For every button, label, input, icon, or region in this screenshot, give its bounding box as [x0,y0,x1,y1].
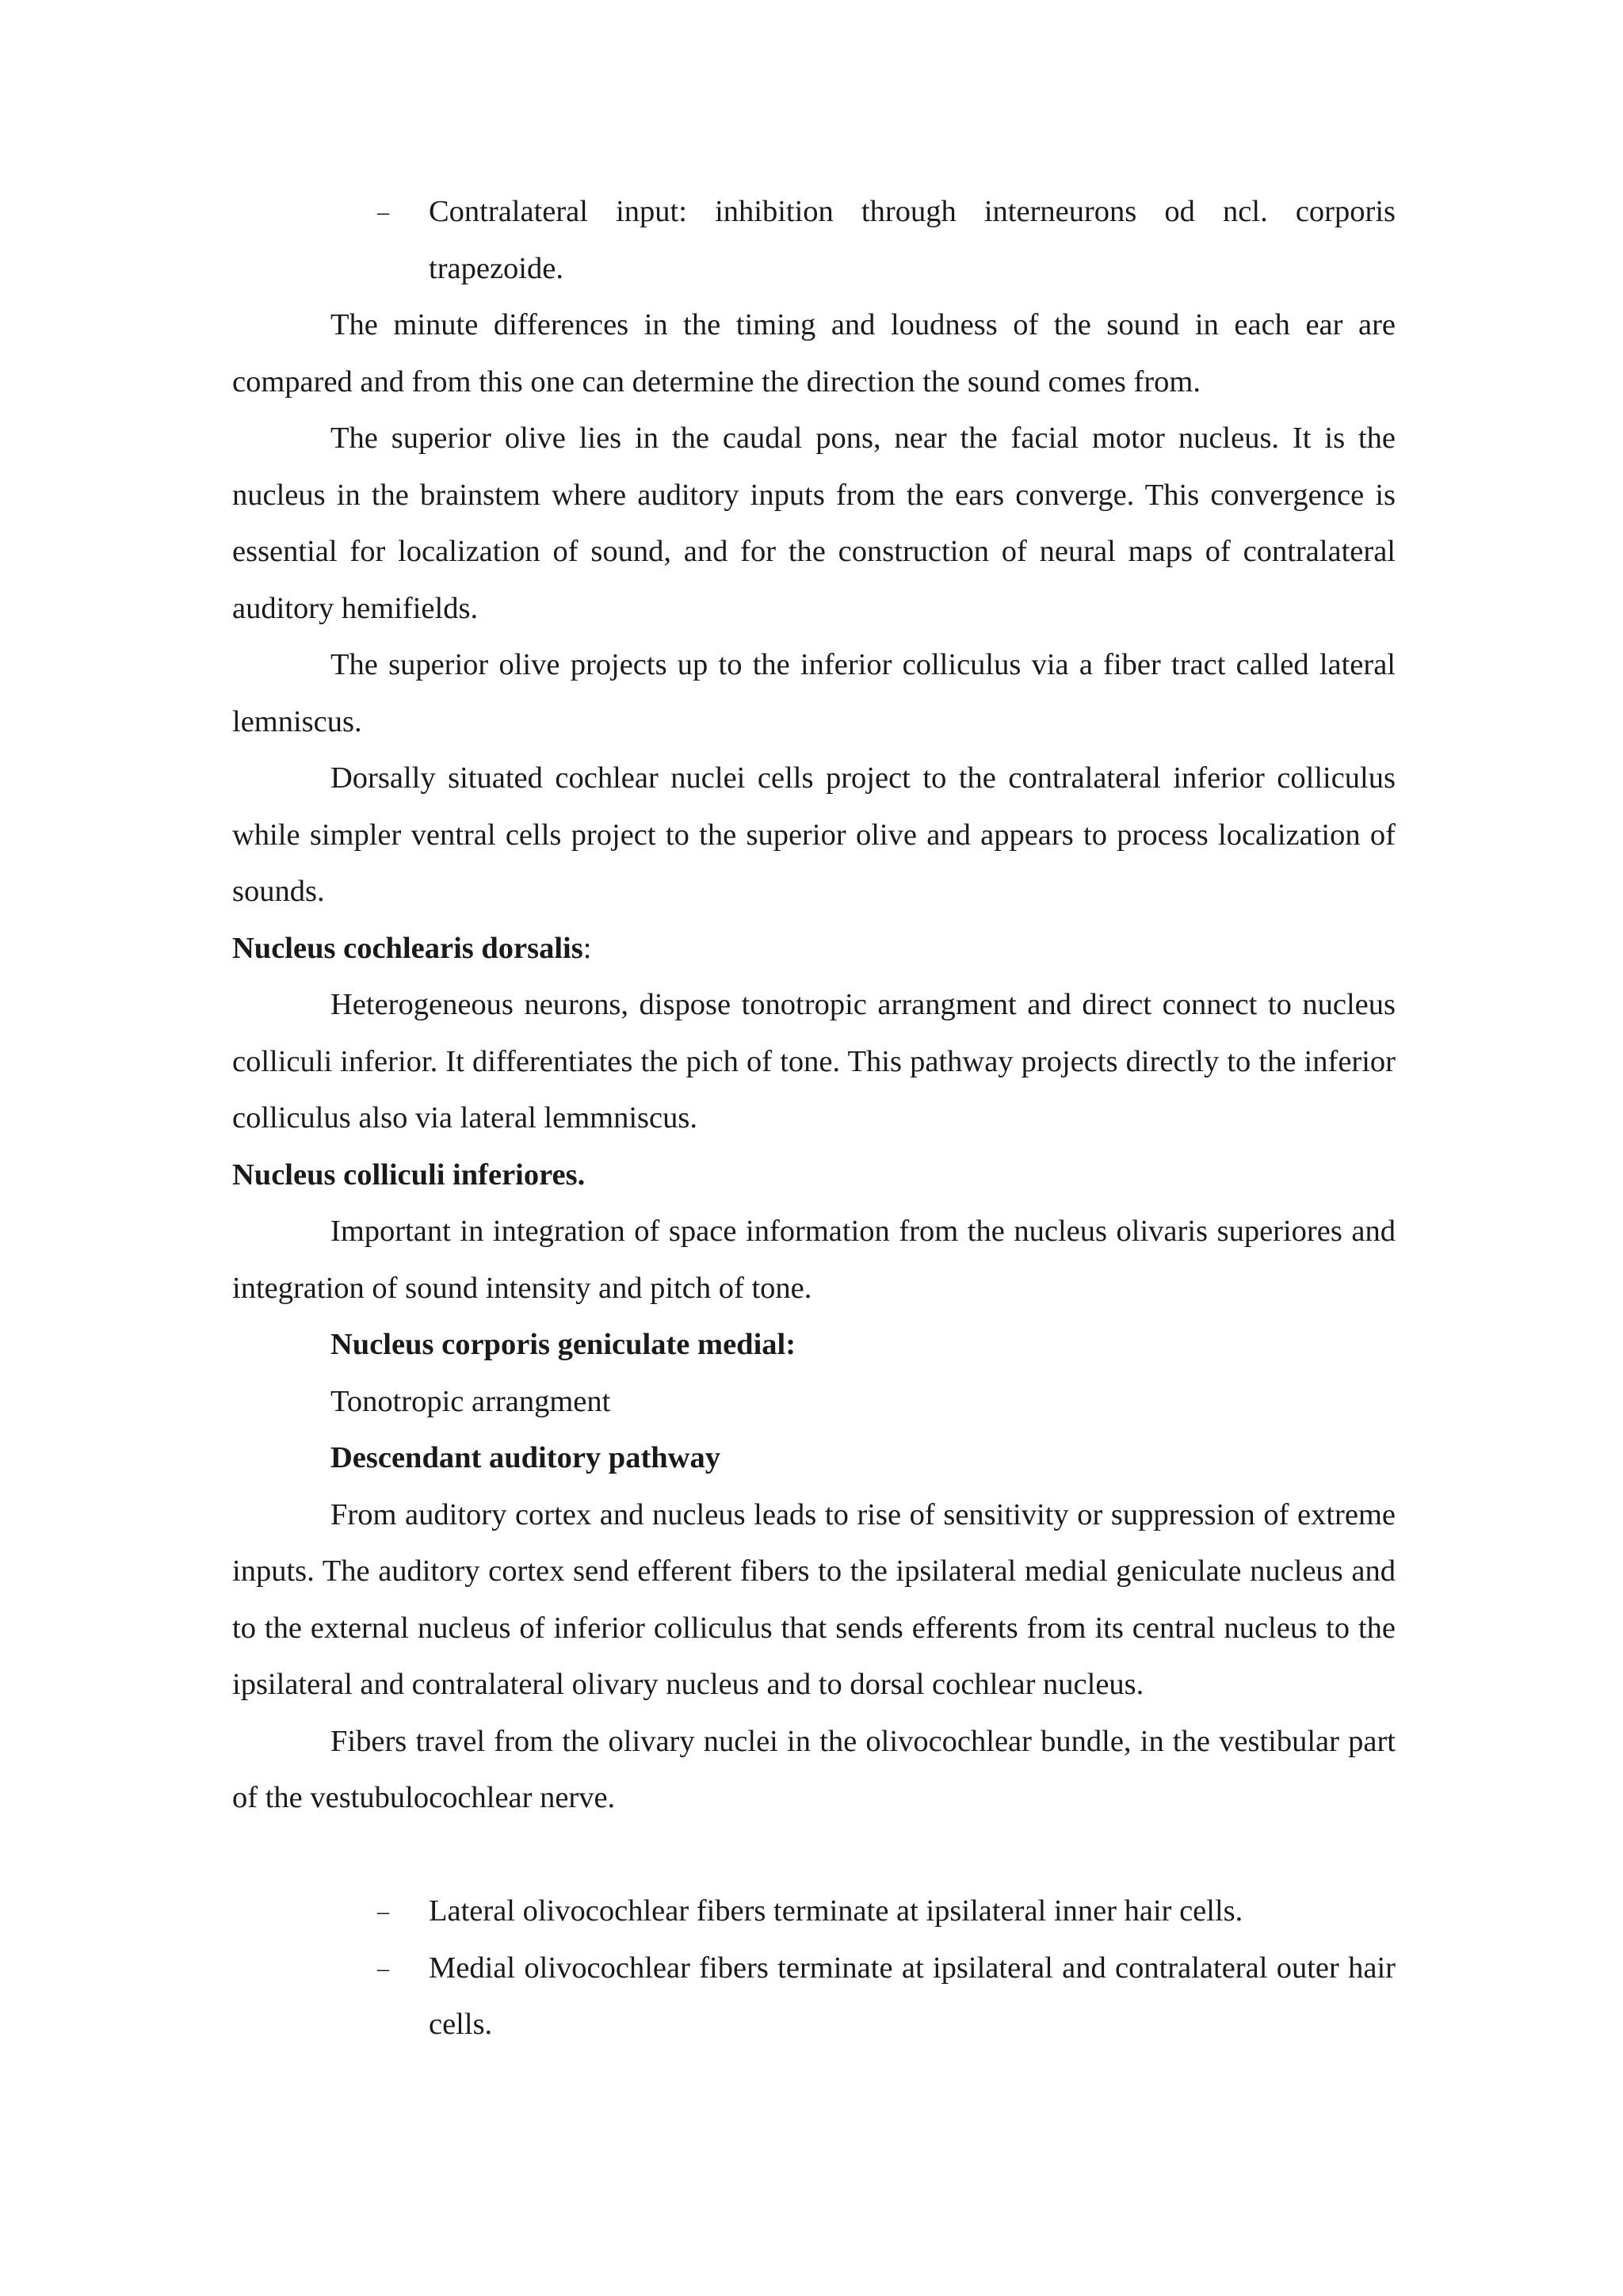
paragraph-dorsalis-description: Heterogeneous neurons, dispose tonotropic arrangment and direct connect to nucleus colliculi inferior. It differentiates the pich of tone. This pathway projects directly to the inferior colliculus also via lateral lemmniscus. [232,988,1396,1135]
dash-bullet-icon: – [377,199,389,225]
spacer [232,1827,1396,1884]
heading-descendant-auditory-pathway: Descendant auditory pathway [330,1441,720,1474]
heading-nucleus-colliculi-inferiores: Nucleus colliculi inferiores. [232,1158,586,1192]
heading-nucleus-geniculate-medial: Nucleus corporis geniculate medial: [330,1328,796,1361]
heading-nucleus-cochlearis-dorsalis [232,921,1396,978]
dash-bullet-icon: – [377,1898,389,1924]
list-item-medial-olivocochlear [232,1940,1396,2054]
paragraph-lateral-lemniscus: The superior olive projects up to the inferior colliculus via a fiber tract called lateral lemniscus. [232,648,1396,738]
dash-bullet-icon: – [377,1955,389,1981]
paragraph-geniculate-description: Tonotropic arrangment [330,1384,611,1418]
heading-suffix: : [582,931,592,965]
list-item-text: Lateral olivocochlear fibers terminate at ipsilateral inner hair cells. [429,1894,1243,1928]
paragraph-cochlear-nuclei-cells: Dorsally situated cochlear nuclei cells project to the contralateral inferior colliculus while simpler ventral cells project to the superior olive and appears to process localization of sounds. [232,761,1396,908]
list-item-contralateral-input [232,184,1396,297]
paragraph-descendant-cortex: From auditory cortex and nucleus leads to rise of sensitivity or suppression of extreme inputs. The auditory cortex send efferent fibers to the ipsilateral medial geniculate nucleus and to the external nucleus of inferior colliculus that sends efferents from its central nucleus to the ipsilateral and contralateral olivary nucleus and to dorsal cochlear nucleus. [232,1497,1396,1701]
paragraph-colliculi-description: Important in integration of space information from the nucleus olivaris superiores and integration of sound intensity and pitch of tone. [232,1215,1396,1305]
list-item-lateral-olivocochlear [232,1883,1396,1940]
list-item-text: Contralateral input: inhibition through interneurons od ncl. corporis trapezoide. [429,195,1396,285]
paragraph-superior-olive: The superior olive lies in the caudal pons, near the facial motor nucleus. It is the nucleus in the brainstem where auditory inputs from the ears converge. This convergence is essential for localization of sound, and for the construction of neural maps of contralateral auditory hemifields. [232,421,1396,625]
paragraph-olivocochlear-bundle: Fibers travel from the olivary nuclei in the olivocochlear bundle, in the vestibular part of the vestubulocochlear nerve. [232,1724,1396,1814]
heading-text: Nucleus cochlearis dorsalis [232,931,583,965]
document-page [232,184,1396,2054]
list-item-text: Medial olivocochlear fibers terminate at ipsilateral and contralateral outer hair cells. [429,1951,1396,2041]
paragraph-timing-loudness: The minute differences in the timing and loudness of the sound in each ear are compared and from this one can determine the direction the sound comes from. [232,308,1396,399]
